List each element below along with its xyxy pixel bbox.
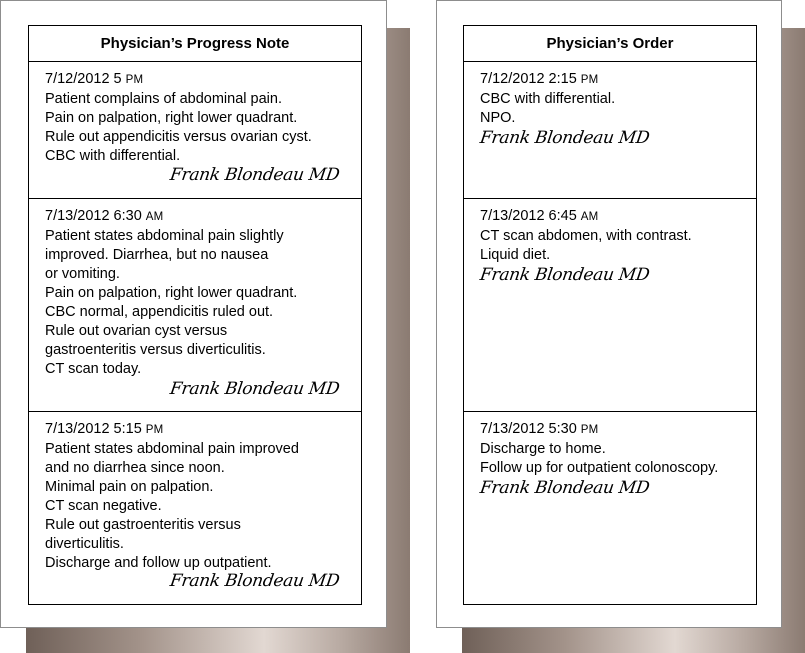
order-entry bbox=[464, 199, 756, 412]
right-paper bbox=[436, 0, 782, 628]
progress-note-title: Physician’s Progress Note bbox=[29, 26, 361, 62]
physician-signature: Frank Blondeau MD bbox=[168, 379, 341, 399]
entry-line: CBC normal, appendicitis ruled out. bbox=[45, 304, 274, 320]
order-form bbox=[463, 25, 757, 605]
entry-line: CT scan abdomen, with contrast. bbox=[480, 228, 692, 244]
entry-line: Patient states abdominal pain improved bbox=[45, 441, 299, 457]
progress-note-entry bbox=[29, 412, 361, 603]
order-entry bbox=[464, 412, 756, 603]
physician-signature: Frank Blondeau MD bbox=[478, 265, 651, 285]
entry-line: Patient states abdominal pain slightly bbox=[45, 228, 284, 244]
entry-timestamp: 7/13/2012 5:15 PM bbox=[45, 421, 164, 437]
entry-line: Rule out gastroenteritis versus bbox=[45, 517, 241, 533]
entry-line: diverticulitis. bbox=[45, 536, 124, 552]
entry-line: Liquid diet. bbox=[480, 247, 551, 263]
entry-line: CBC with differential. bbox=[45, 148, 181, 164]
entry-timestamp: 7/12/2012 2:15 PM bbox=[480, 71, 599, 87]
physician-signature: Frank Blondeau MD bbox=[478, 478, 651, 498]
entry-line: Pain on palpation, right lower quadrant. bbox=[45, 110, 298, 126]
progress-note-entry bbox=[29, 199, 361, 412]
order-entry bbox=[464, 62, 756, 199]
entry-line: and no diarrhea since noon. bbox=[45, 460, 225, 476]
physician-signature: Frank Blondeau MD bbox=[168, 571, 341, 591]
order-title: Physician’s Order bbox=[464, 26, 756, 62]
entry-timestamp: 7/13/2012 6:30 AM bbox=[45, 208, 164, 224]
entry-line: NPO. bbox=[480, 110, 516, 126]
left-paper bbox=[0, 0, 387, 628]
physician-signature: Frank Blondeau MD bbox=[168, 165, 341, 185]
entry-line: Discharge to home. bbox=[480, 441, 606, 457]
entry-line: Pain on palpation, right lower quadrant. bbox=[45, 285, 298, 301]
entry-timestamp: 7/13/2012 5:30 PM bbox=[480, 421, 599, 437]
entry-timestamp: 7/12/2012 5 PM bbox=[45, 71, 144, 87]
entry-line: Rule out appendicitis versus ovarian cyst. bbox=[45, 129, 312, 145]
entry-line: improved. Diarrhea, but no nausea bbox=[45, 247, 269, 263]
progress-note-form bbox=[28, 25, 362, 605]
entry-line: CT scan negative. bbox=[45, 498, 162, 514]
entry-line: Minimal pain on palpation. bbox=[45, 479, 214, 495]
entry-line: Follow up for outpatient colonoscopy. bbox=[480, 460, 719, 476]
physician-signature: Frank Blondeau MD bbox=[478, 128, 651, 148]
entry-line: or vomiting. bbox=[45, 266, 120, 282]
entry-line: Patient complains of abdominal pain. bbox=[45, 91, 282, 107]
entry-line: Discharge and follow up outpatient. bbox=[45, 555, 272, 571]
progress-note-entry bbox=[29, 62, 361, 199]
entry-timestamp: 7/13/2012 6:45 AM bbox=[480, 208, 599, 224]
entry-line: Rule out ovarian cyst versus bbox=[45, 323, 228, 339]
entry-line: CT scan today. bbox=[45, 361, 142, 377]
entry-line: gastroenteritis versus diverticulitis. bbox=[45, 342, 266, 358]
entry-line: CBC with differential. bbox=[480, 91, 616, 107]
